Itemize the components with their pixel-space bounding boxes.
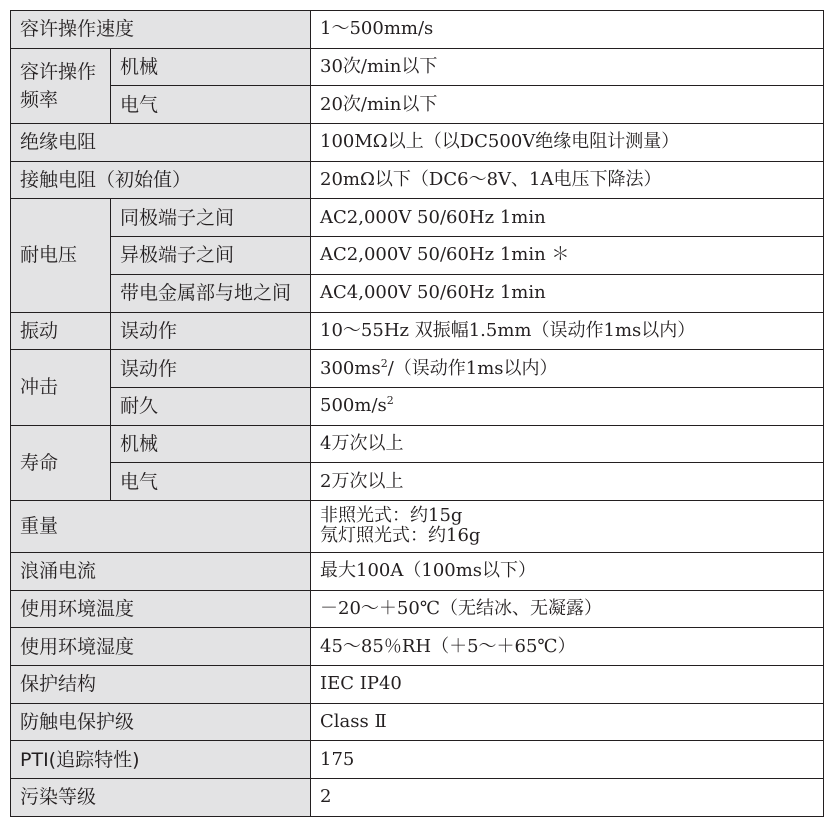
label-vibration-malfunction: 误动作	[111, 312, 311, 350]
label-surge: 浪涌电流	[11, 552, 311, 590]
label-life-electrical: 电气	[111, 463, 311, 501]
table-row	[11, 387, 824, 425]
value-temperature: －20～＋50℃（无结冰、无凝露）	[311, 590, 824, 628]
value-weight	[311, 500, 824, 552]
table-row	[11, 590, 824, 628]
label-insulation: 绝缘电阻	[11, 124, 311, 162]
label-frequency: 容许操作频率	[11, 48, 111, 123]
label-dielectric: 耐电压	[11, 199, 111, 312]
value-weight-line2: 氖灯照光式：约16g	[320, 525, 481, 547]
table-row	[11, 124, 824, 162]
table-row	[11, 628, 824, 666]
value-dielectric-metal-ground: AC4,000V 50/60Hz 1min	[311, 274, 824, 312]
label-frequency-electrical: 电气	[111, 86, 311, 124]
value-vibration-malfunction: 10～55Hz 双振幅1.5mm（误动作1ms以内）	[311, 312, 824, 350]
table-row	[11, 161, 824, 199]
table-row	[11, 350, 824, 388]
table-row	[11, 779, 824, 817]
table-row	[11, 425, 824, 463]
value-shock-malfunction	[311, 350, 824, 388]
table-row	[11, 741, 824, 779]
label-protection: 保护结构	[11, 666, 311, 704]
label-weight: 重量	[11, 500, 311, 552]
value-pollution: 2	[311, 779, 824, 817]
value-contact-resistance: 20mΩ以下（DC6～8V、1A电压下降法）	[311, 161, 824, 199]
table-row	[11, 312, 824, 350]
table-row	[11, 48, 824, 86]
value-dielectric-diff-pole: AC2,000V 50/60Hz 1min ＊	[311, 237, 824, 275]
value-dielectric-same-pole: AC2,000V 50/60Hz 1min	[311, 199, 824, 237]
value-protection: IEC IP40	[311, 666, 824, 704]
label-dielectric-diff-pole: 异极端子之间	[111, 237, 311, 275]
label-dielectric-same-pole: 同极端子之间	[111, 199, 311, 237]
value-shock-protection: Class Ⅱ	[311, 703, 824, 741]
table-row	[11, 274, 824, 312]
label-life: 寿命	[11, 425, 111, 500]
label-shock-malfunction: 误动作	[111, 350, 311, 388]
label-shock: 冲击	[11, 350, 111, 425]
value-shock-malfunction-exponent: 2	[380, 356, 388, 370]
label-shock-protection: 防触电保护级	[11, 703, 311, 741]
value-shock-durability	[311, 387, 824, 425]
value-speed: 1～500mm/s	[311, 11, 824, 49]
value-shock-durability-base: 500m/s	[320, 395, 387, 417]
table-row	[11, 463, 824, 501]
label-vibration: 振动	[11, 312, 111, 350]
table-row	[11, 237, 824, 275]
value-shock-durability-exponent: 2	[386, 394, 394, 408]
table-row	[11, 199, 824, 237]
label-temperature: 使用环境温度	[11, 590, 311, 628]
table-row	[11, 666, 824, 704]
label-dielectric-metal-ground: 带电金属部与地之间	[111, 274, 311, 312]
label-speed: 容许操作速度	[11, 11, 311, 49]
spec-table	[10, 10, 824, 817]
value-pti: 175	[311, 741, 824, 779]
value-shock-malfunction-base: 300ms	[320, 357, 381, 379]
label-humidity: 使用环境湿度	[11, 628, 311, 666]
table-row	[11, 500, 824, 552]
value-life-electrical: 2万次以上	[311, 463, 824, 501]
label-frequency-mechanical: 机械	[111, 48, 311, 86]
table-row	[11, 86, 824, 124]
value-humidity: 45～85％RH（＋5～＋65℃）	[311, 628, 824, 666]
label-contact-resistance: 接触电阻（初始值）	[11, 161, 311, 199]
label-pti: PTI(追踪特性)	[11, 741, 311, 779]
value-life-mechanical: 4万次以上	[311, 425, 824, 463]
label-shock-durability: 耐久	[111, 387, 311, 425]
table-row	[11, 11, 824, 49]
value-insulation: 100MΩ以上（以DC500V绝缘电阻计测量）	[311, 124, 824, 162]
value-surge: 最大100A（100ms以下）	[311, 552, 824, 590]
value-frequency-electrical: 20次/min以下	[311, 86, 824, 124]
value-weight-line1: 非照光式：约15g	[320, 505, 463, 527]
label-pollution: 污染等级	[11, 779, 311, 817]
label-life-mechanical: 机械	[111, 425, 311, 463]
value-shock-malfunction-note: /（误动作1ms以内）	[387, 357, 558, 379]
table-row	[11, 703, 824, 741]
table-row	[11, 552, 824, 590]
value-frequency-mechanical: 30次/min以下	[311, 48, 824, 86]
